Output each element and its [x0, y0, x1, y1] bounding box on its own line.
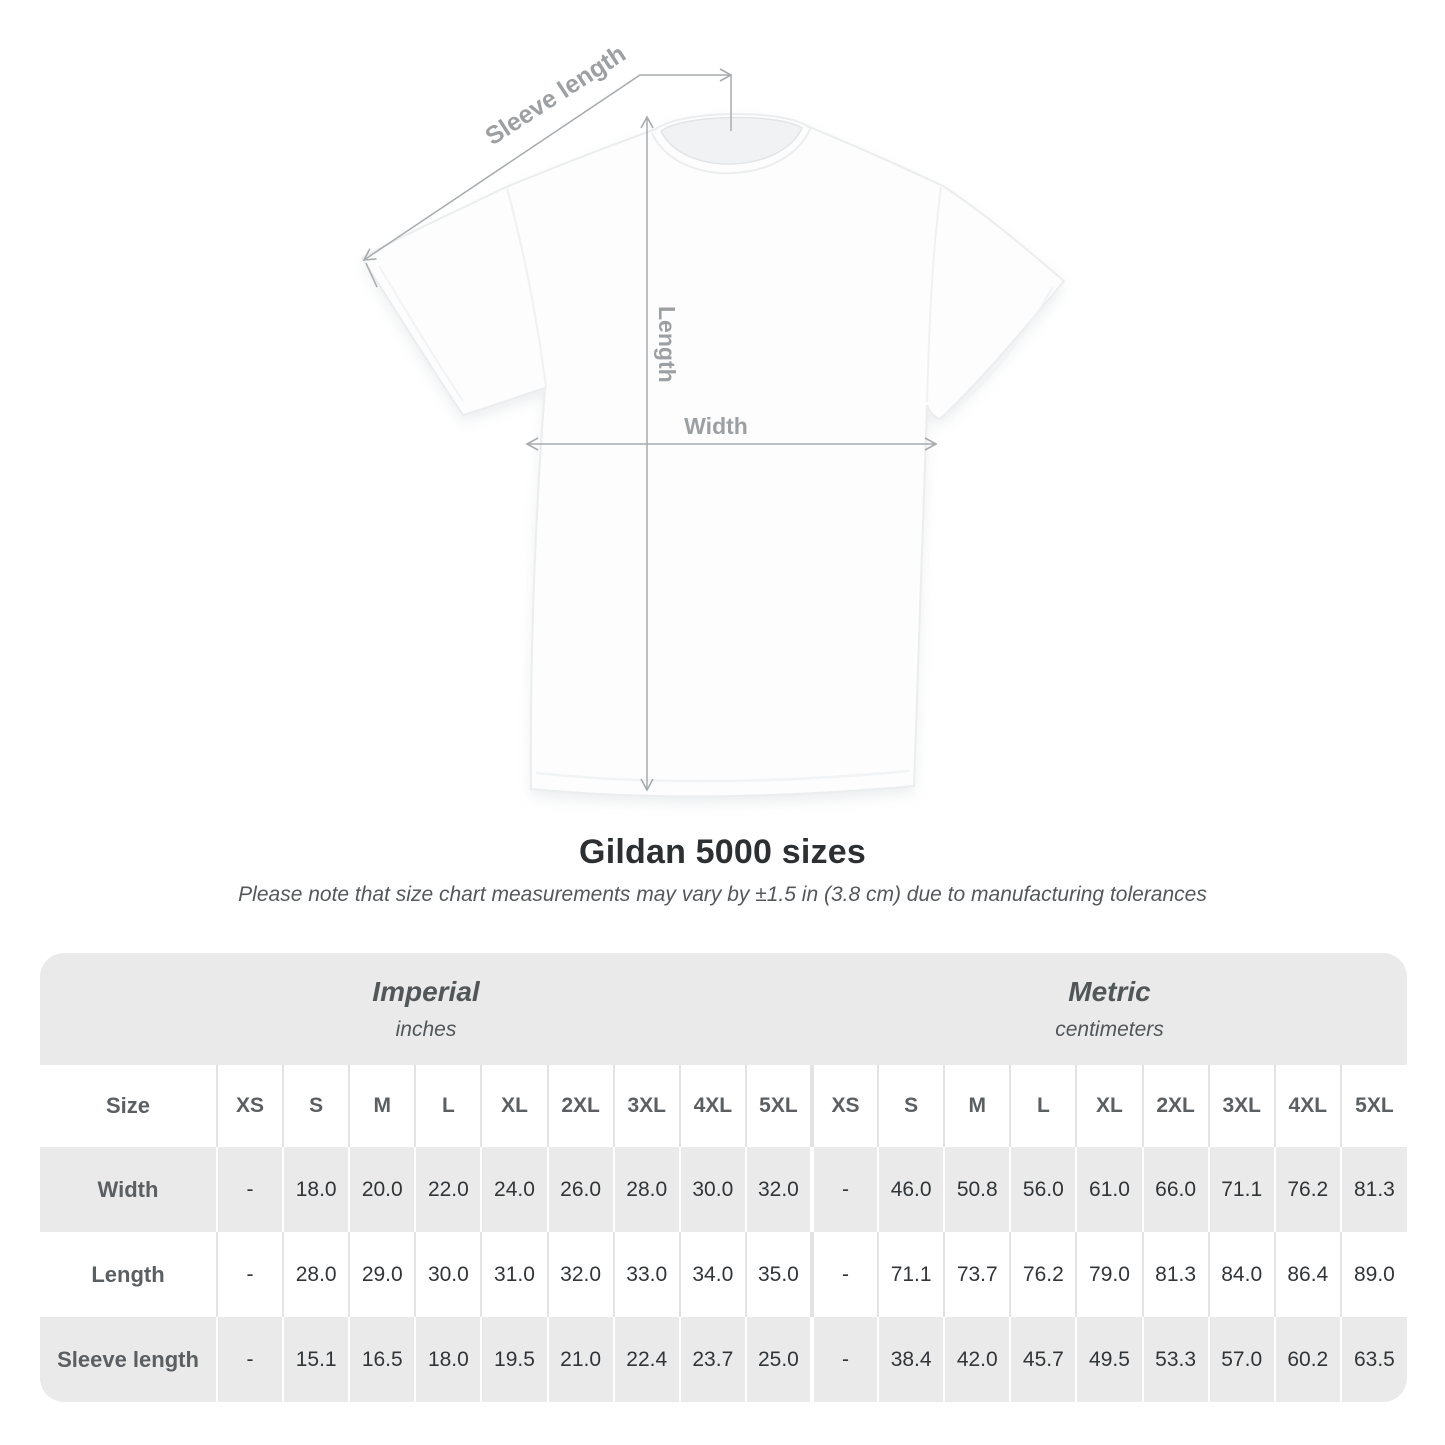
- value-length-imperial-m: 29.0: [349, 1232, 415, 1317]
- size-header-imperial-s: S: [283, 1065, 349, 1147]
- metric-header-cell: [812, 953, 1407, 1065]
- value-width-metric-4xl: 76.2: [1275, 1147, 1341, 1232]
- imperial-label: Imperial: [372, 976, 480, 1007]
- width-label: Width: [684, 413, 748, 439]
- page-subtitle: Please note that size chart measurements may vary by ±1.5 in (3.8 cm) due to manufacturing tolerances: [238, 883, 1207, 906]
- value-width-imperial-xl: 24.0: [481, 1147, 547, 1232]
- row-label-width: Width: [40, 1147, 217, 1232]
- page-title: Gildan 5000 sizes: [579, 833, 866, 871]
- value-width-imperial-4xl: 30.0: [680, 1147, 746, 1232]
- length-label: Length: [654, 306, 680, 383]
- value-width-metric-xl: 61.0: [1076, 1147, 1142, 1232]
- value-length-metric-xl: 79.0: [1076, 1232, 1142, 1317]
- size-header-imperial-4xl: 4XL: [680, 1065, 746, 1147]
- value-width-metric-s: 46.0: [878, 1147, 944, 1232]
- size-chart-table: [40, 953, 1407, 1402]
- size-column-header: Size: [40, 1065, 217, 1147]
- size-header-row: [40, 1065, 1407, 1147]
- title-block: [0, 833, 1445, 907]
- value-sleeve-length-metric-2xl: 53.3: [1143, 1317, 1209, 1402]
- size-header-metric-m: M: [944, 1065, 1010, 1147]
- size-header-metric-xl: XL: [1076, 1065, 1142, 1147]
- value-sleeve-length-metric-4xl: 60.2: [1275, 1317, 1341, 1402]
- value-sleeve-length-metric-5xl: 63.5: [1341, 1317, 1407, 1402]
- sleeve-length-label: Sleeve length: [480, 39, 631, 151]
- size-header-imperial-xl: XL: [481, 1065, 547, 1147]
- value-sleeve-length-metric-l: 45.7: [1010, 1317, 1076, 1402]
- t-shirt-photo: [362, 114, 1064, 796]
- value-length-metric-l: 76.2: [1010, 1232, 1076, 1317]
- value-width-imperial-5xl: 32.0: [746, 1147, 812, 1232]
- size-header-metric-4xl: 4XL: [1275, 1065, 1341, 1147]
- size-header-imperial-2xl: 2XL: [548, 1065, 614, 1147]
- t-shirt-outline: [362, 114, 1064, 796]
- measurement-row-sleeve-length: [40, 1317, 1407, 1402]
- value-sleeve-length-metric-s: 38.4: [878, 1317, 944, 1402]
- imperial-sublabel: inches: [395, 1018, 457, 1041]
- size-header-imperial-xs: XS: [217, 1065, 283, 1147]
- value-sleeve-length-imperial-m: 16.5: [349, 1317, 415, 1402]
- value-width-metric-m: 50.8: [944, 1147, 1010, 1232]
- value-length-imperial-3xl: 33.0: [614, 1232, 680, 1317]
- value-sleeve-length-imperial-5xl: 25.0: [746, 1317, 812, 1402]
- value-length-metric-3xl: 84.0: [1209, 1232, 1275, 1317]
- size-header-imperial-3xl: 3XL: [614, 1065, 680, 1147]
- size-header-metric-s: S: [878, 1065, 944, 1147]
- size-header-imperial-l: L: [415, 1065, 481, 1147]
- value-width-imperial-xs: -: [217, 1147, 283, 1232]
- value-sleeve-length-metric-xs: -: [812, 1317, 878, 1402]
- value-length-imperial-l: 30.0: [415, 1232, 481, 1317]
- value-sleeve-length-imperial-s: 15.1: [283, 1317, 349, 1402]
- value-width-imperial-2xl: 26.0: [548, 1147, 614, 1232]
- value-length-imperial-s: 28.0: [283, 1232, 349, 1317]
- value-length-imperial-xl: 31.0: [481, 1232, 547, 1317]
- value-length-imperial-xs: -: [217, 1232, 283, 1317]
- unit-header-row: [40, 953, 1407, 1065]
- value-width-metric-xs: -: [812, 1147, 878, 1232]
- value-length-metric-5xl: 89.0: [1341, 1232, 1407, 1317]
- value-sleeve-length-imperial-2xl: 21.0: [548, 1317, 614, 1402]
- size-header-metric-5xl: 5XL: [1341, 1065, 1407, 1147]
- value-width-metric-5xl: 81.3: [1341, 1147, 1407, 1232]
- imperial-header-cell: [40, 953, 812, 1065]
- row-label-length: Length: [40, 1232, 217, 1317]
- size-header-metric-xs: XS: [812, 1065, 878, 1147]
- size-header-metric-l: L: [1010, 1065, 1076, 1147]
- value-width-imperial-m: 20.0: [349, 1147, 415, 1232]
- value-sleeve-length-metric-m: 42.0: [944, 1317, 1010, 1402]
- value-sleeve-length-imperial-4xl: 23.7: [680, 1317, 746, 1402]
- size-header-metric-3xl: 3XL: [1209, 1065, 1275, 1147]
- value-length-metric-4xl: 86.4: [1275, 1232, 1341, 1317]
- value-length-metric-s: 71.1: [878, 1232, 944, 1317]
- value-width-metric-l: 56.0: [1010, 1147, 1076, 1232]
- value-width-metric-3xl: 71.1: [1209, 1147, 1275, 1232]
- value-sleeve-length-imperial-xl: 19.5: [481, 1317, 547, 1402]
- value-width-imperial-s: 18.0: [283, 1147, 349, 1232]
- metric-label: Metric: [1068, 976, 1151, 1007]
- metric-sublabel: centimeters: [1055, 1018, 1164, 1041]
- value-length-metric-m: 73.7: [944, 1232, 1010, 1317]
- value-sleeve-length-imperial-l: 18.0: [415, 1317, 481, 1402]
- value-width-imperial-l: 22.0: [415, 1147, 481, 1232]
- value-sleeve-length-metric-xl: 49.5: [1076, 1317, 1142, 1402]
- value-sleeve-length-imperial-3xl: 22.4: [614, 1317, 680, 1402]
- value-length-imperial-5xl: 35.0: [746, 1232, 812, 1317]
- measurement-row-width: [40, 1147, 1407, 1232]
- value-sleeve-length-metric-3xl: 57.0: [1209, 1317, 1275, 1402]
- size-header-imperial-5xl: 5XL: [746, 1065, 812, 1147]
- value-length-imperial-2xl: 32.0: [548, 1232, 614, 1317]
- measurement-row-length: [40, 1232, 1407, 1317]
- size-header-imperial-m: M: [349, 1065, 415, 1147]
- size-header-metric-2xl: 2XL: [1143, 1065, 1209, 1147]
- value-length-imperial-4xl: 34.0: [680, 1232, 746, 1317]
- value-length-metric-2xl: 81.3: [1143, 1232, 1209, 1317]
- row-label-sleeve-length: Sleeve length: [40, 1317, 217, 1402]
- value-length-metric-xs: -: [812, 1232, 878, 1317]
- value-width-imperial-3xl: 28.0: [614, 1147, 680, 1232]
- value-width-metric-2xl: 66.0: [1143, 1147, 1209, 1232]
- size-chart-table-container: [40, 953, 1407, 1402]
- value-sleeve-length-imperial-xs: -: [217, 1317, 283, 1402]
